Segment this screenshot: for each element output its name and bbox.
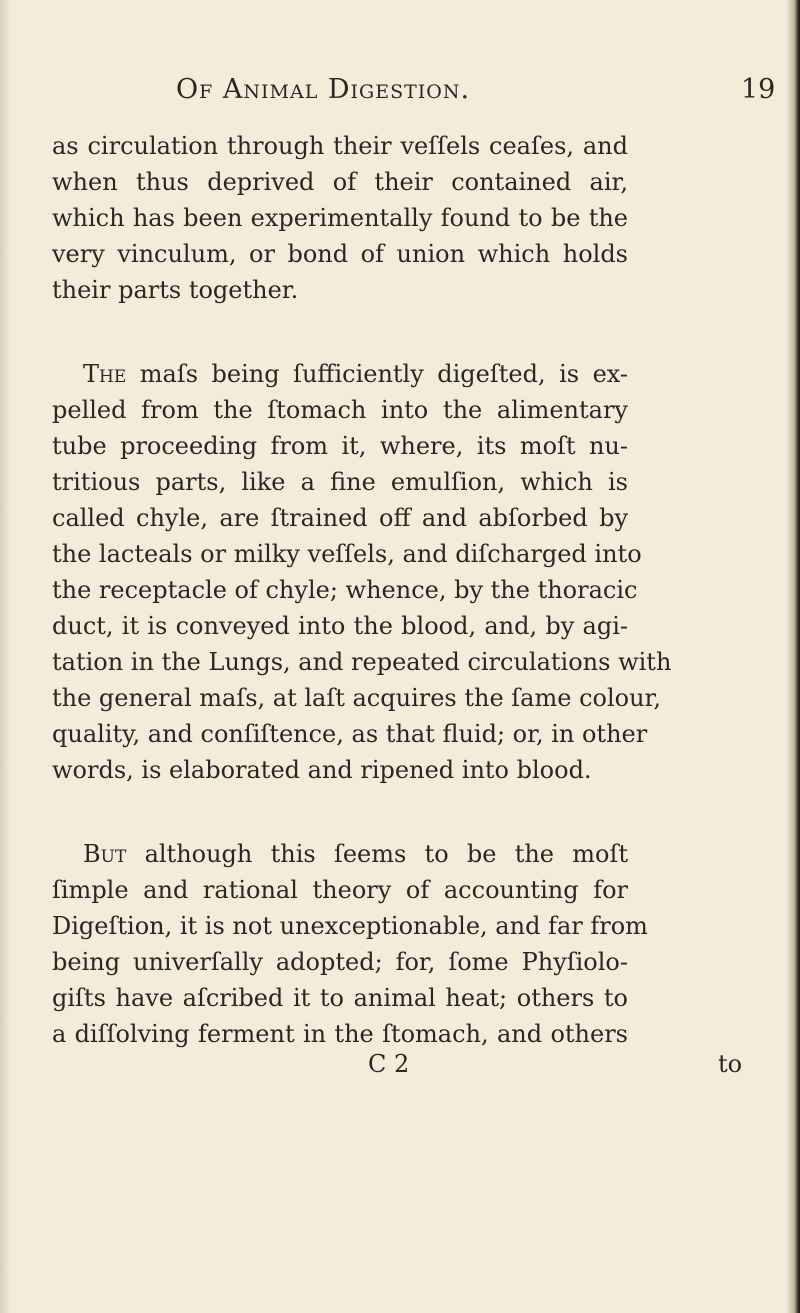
text-line: quality, and conſiſtence, as that fluid; or, in other xyxy=(52,720,648,748)
text-line: being univerſally adopted; for, ſome Phyſiolo- xyxy=(52,948,628,976)
text-line: when thus deprived of their contained air, xyxy=(52,168,628,196)
text-line xyxy=(52,356,628,392)
text-line-rest: maſs being ſufficiently digeſted, is ex- xyxy=(139,360,628,388)
text-line: tube proceeding from it, where, its moſt nu- xyxy=(52,432,628,460)
paragraph-3 xyxy=(52,836,648,1052)
text-line: the lacteals or milky veſſels, and diſcharged into xyxy=(52,540,642,568)
text-line: very vinculum, or bond of union which holds xyxy=(52,240,628,268)
page-gutter-shadow xyxy=(0,0,10,1313)
text-line: which has been experimentally found to be the xyxy=(52,204,628,232)
text-line xyxy=(52,836,628,872)
paragraph-gap xyxy=(52,788,628,836)
text-line: words, is elaborated and ripened into blood. xyxy=(52,756,592,784)
page-header xyxy=(0,74,800,114)
paragraph-lead-word: The xyxy=(83,360,127,388)
text-line: tation in the Lungs, and repeated circulations with xyxy=(52,648,672,676)
text-line: as circulation through their veſſels ceaſes, and xyxy=(52,132,628,160)
paragraph-lead-word: But xyxy=(83,840,127,868)
text-line: the receptacle of chyle; whence, by the thoracic xyxy=(52,576,638,604)
text-line: called chyle, are ſtrained off and abſorbed by xyxy=(52,504,628,532)
paragraph-1 xyxy=(52,128,628,308)
page-number: 19 xyxy=(741,74,776,105)
running-title: Of Animal Digestion. xyxy=(176,74,471,105)
text-line: giſts have aſcribed it to animal heat; others to xyxy=(52,984,628,1012)
text-line-rest: although this ſeems to be the moſt xyxy=(144,840,628,868)
text-line: Digeſtion, it is not unexceptionable, and far from xyxy=(52,912,648,940)
text-line: duct, it is conveyed into the blood, and, by agi- xyxy=(52,612,628,640)
text-line: tritious parts, like a fine emulſion, which is xyxy=(52,468,628,496)
paragraph-2 xyxy=(52,356,672,788)
page-footer xyxy=(0,1050,800,1090)
text-line: ſimple and rational theory of accounting for xyxy=(52,876,628,904)
catchword: to xyxy=(718,1050,743,1078)
text-line: pelled from the ſtomach into the alimentary xyxy=(52,396,628,424)
paragraph-gap xyxy=(52,308,628,356)
text-line: the general maſs, at laſt acquires the ſame colour, xyxy=(52,684,662,712)
page-edge-shadow xyxy=(786,0,800,1313)
text-line: a diſſolving ferment in the ſtomach, and others xyxy=(52,1020,628,1048)
text-line: their parts together. xyxy=(52,276,299,304)
signature-mark: C 2 xyxy=(368,1050,410,1078)
body-text xyxy=(52,128,672,1052)
